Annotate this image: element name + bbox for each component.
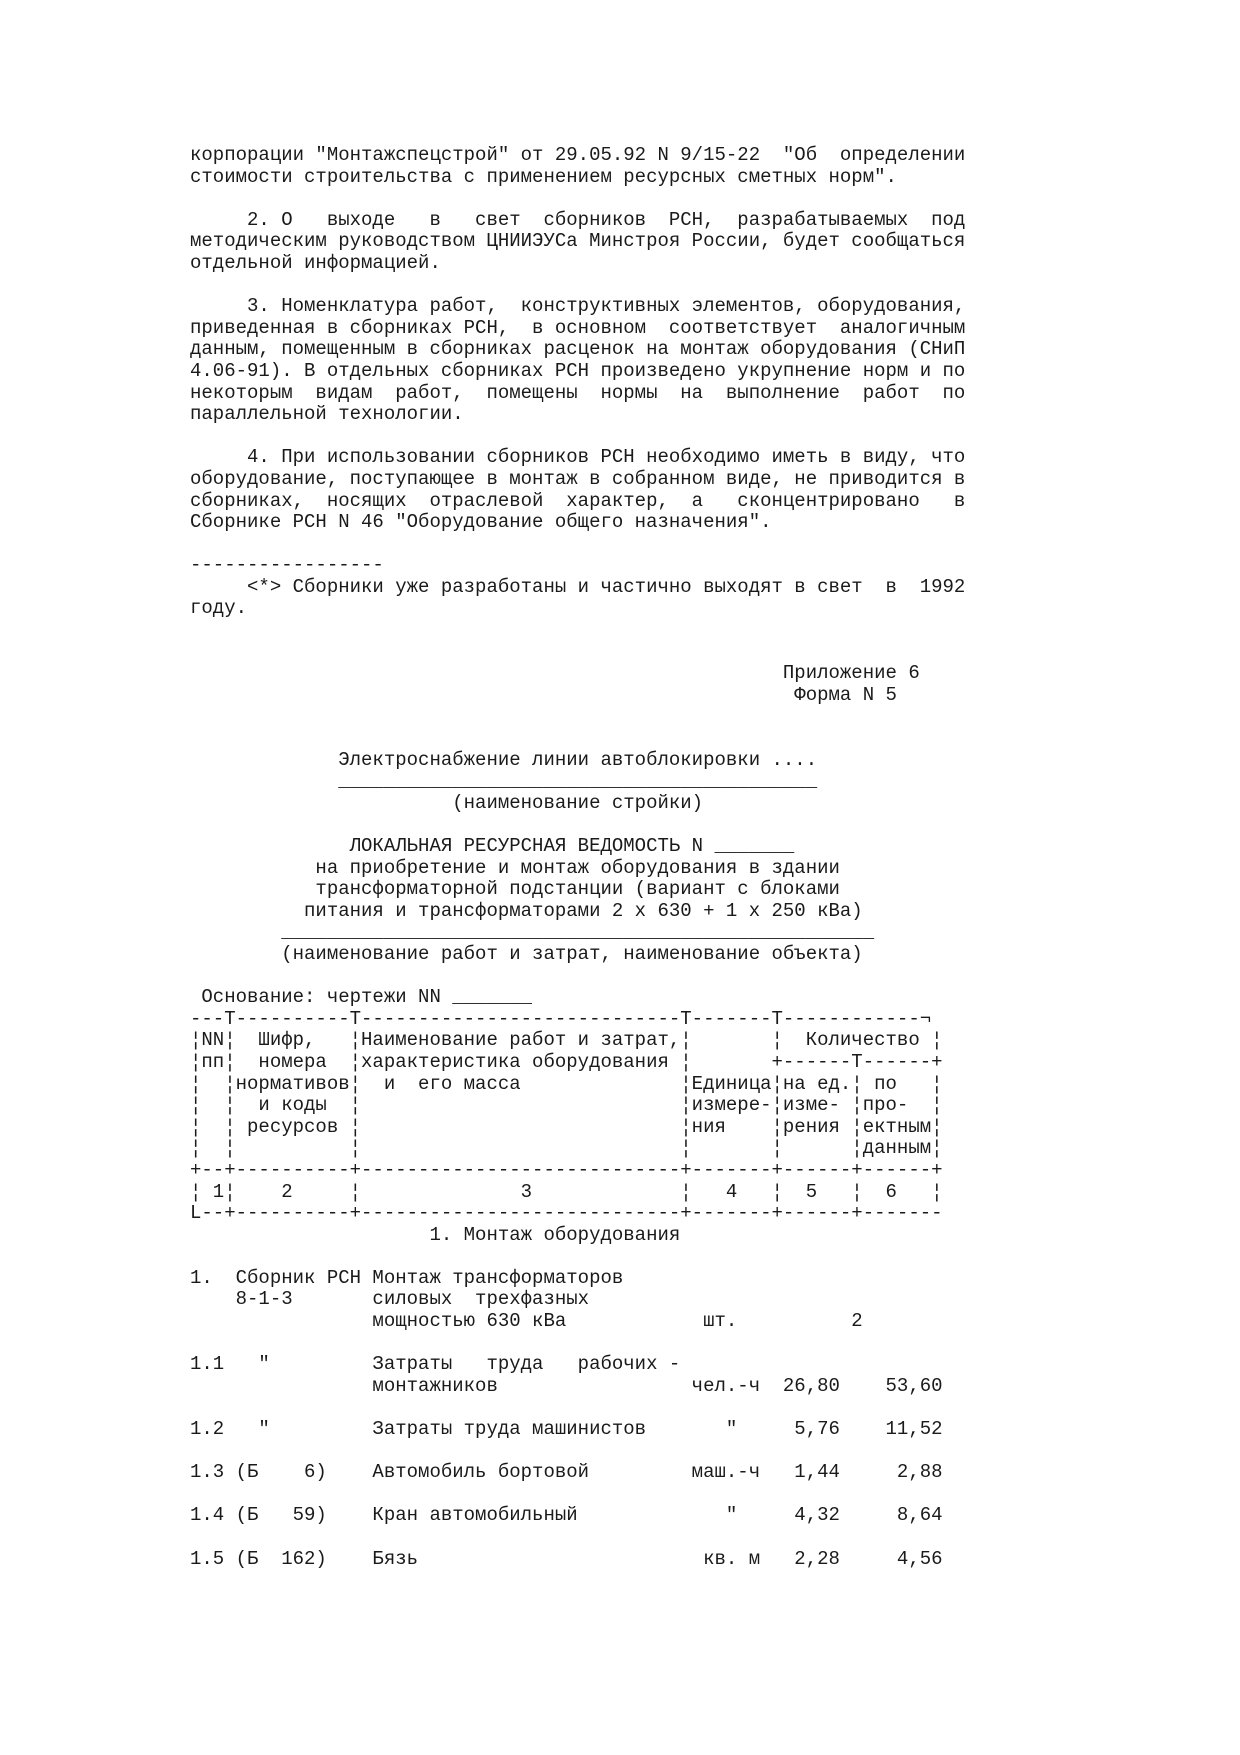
document-line: ¦NN¦ Шифр, ¦Наименование работ и затрат,¦ ¦ Количество ¦: [190, 1029, 943, 1052]
document-line: на приобретение и монтаж оборудования в здании: [190, 856, 840, 879]
document-line: [190, 1246, 965, 1268]
document-line: 1. Сборник РСН Монтаж трансформаторов: [190, 1266, 624, 1289]
document-line: ¦ ¦ ¦ ¦ ¦ ¦данным¦: [190, 1137, 943, 1160]
document-line: монтажников чел.-ч 26,80 53,60: [190, 1374, 943, 1397]
document-line: [190, 706, 965, 728]
document-line: 4.06-91). В отдельных сборниках РСН произведено укрупнение норм и по: [190, 359, 966, 382]
document-line: ¦ ¦нормативов¦ и его масса ¦Единица¦на ед.¦ по ¦: [190, 1072, 943, 1095]
document-line: ¦ ¦ и коды ¦ ¦измере-¦изме- ¦про- ¦: [190, 1094, 943, 1117]
document-line: L--+----------+----------------------------+-------+------+-------: [190, 1202, 943, 1225]
document-line: -----------------: [190, 554, 384, 577]
document-line: методическим руководством ЦНИИЭУСа Минстроя России, будет сообщаться: [190, 230, 966, 253]
document-line: Основание: чертежи NN _______: [190, 986, 533, 1009]
document-line: году.: [190, 597, 248, 620]
document-line: 1.3 (Б 6) Автомобиль бортовой маш.-ч 1,44 2,88: [190, 1461, 943, 1484]
document-line: [190, 642, 965, 664]
document-line: ¦ ¦ ресурсов ¦ ¦ния ¦рения ¦ектным¦: [190, 1115, 943, 1138]
document-line: ---T----------T----------------------------T-------T------------¬: [190, 1007, 932, 1030]
document-line: Приложение 6: [190, 662, 920, 685]
document-line: 8-1-3 силовых трехфазных: [190, 1288, 590, 1311]
document-line: [190, 1484, 965, 1506]
document-line: параллельной технологии.: [190, 403, 464, 426]
document-line: Сборнике РСН N 46 "Оборудование общего назначения".: [190, 511, 772, 534]
document-line: (наименование работ и затрат, наименование объекта): [190, 942, 863, 965]
document-body: [190, 145, 965, 1570]
document-line: Электроснабжение линии автоблокировки ....: [190, 748, 818, 771]
document-line: 2. О выходе в свет сборников РСН, разрабатываемых под: [190, 208, 966, 231]
document-line: <*> Сборники уже разработаны и частично выходят в свет в 1992: [190, 575, 966, 598]
document-line: корпорации "Монтажспецстрой" от 29.05.92 N 9/15-22 "Об определении: [190, 144, 966, 166]
document-line: (наименование стройки): [190, 791, 704, 814]
document-line: оборудование, поступающее в монтаж в собранном виде, не приводится в: [190, 467, 966, 490]
document-line: некоторым видам работ, помещены нормы на выполнение работ по: [190, 381, 966, 404]
document-line: [190, 814, 965, 836]
document-line: Форма N 5: [190, 683, 897, 706]
document-line: [190, 1333, 965, 1355]
document-line: [190, 728, 965, 750]
document-line: 3. Номенклатура работ, конструктивных элементов, оборудования,: [190, 295, 966, 318]
document-line: 1.1 " Затраты труда рабочих -: [190, 1353, 681, 1376]
document-line: [190, 1397, 965, 1419]
document-line: [190, 1441, 965, 1463]
document-line: 4. При использовании сборников РСН необходимо иметь в виду, что: [190, 446, 966, 469]
document-line: сборниках, носящих отраслевой характер, а сконцентрировано в: [190, 489, 966, 512]
document-line: трансформаторной подстанции (вариант с блоками: [190, 878, 840, 901]
document-line: 1.5 (Б 162) Бязь кв. м 2,28 4,56: [190, 1547, 943, 1570]
document-line: питания и трансформаторами 2 x 630 + 1 x 250 кВа): [190, 899, 863, 922]
document-line: мощностью 630 кВа шт. 2: [190, 1310, 863, 1333]
document-line: +--+----------+----------------------------+-------+------+------+: [190, 1158, 943, 1181]
document-line: [190, 966, 965, 988]
document-line: отдельной информацией.: [190, 251, 441, 274]
document-line: __________________________________________: [190, 770, 818, 793]
document-line: [190, 534, 965, 556]
document-line: [190, 1527, 965, 1549]
document-line: ЛОКАЛЬНАЯ РЕСУРСНАЯ ВЕДОМОСТЬ N _______: [190, 835, 795, 857]
document-line: 1. Монтаж оборудования: [190, 1223, 681, 1246]
document-line: ¦ 1¦ 2 ¦ 3 ¦ 4 ¦ 5 ¦ 6 ¦: [190, 1180, 943, 1203]
document-line: [190, 188, 965, 210]
document-line: 1.4 (Б 59) Кран автомобильный " 4,32 8,64: [190, 1504, 943, 1527]
document-line: ____________________________________________________: [190, 921, 875, 944]
document-line: приведенная в сборниках РСН, в основном соответствует аналогичным: [190, 316, 966, 339]
document-line: 1.2 " Затраты труда машинистов " 5,76 11,52: [190, 1418, 943, 1441]
document-line: [190, 426, 965, 448]
document-line: стоимости строительства с применением ресурсных сметных норм".: [190, 165, 897, 188]
document-line: ¦пп¦ номера ¦характеристика оборудования ¦ +------T------+: [190, 1050, 943, 1073]
document-line: [190, 275, 965, 297]
document-line: данным, помещенным в сборниках расценок на монтаж оборудования (СНиП: [190, 338, 966, 361]
document-line: [190, 620, 965, 642]
